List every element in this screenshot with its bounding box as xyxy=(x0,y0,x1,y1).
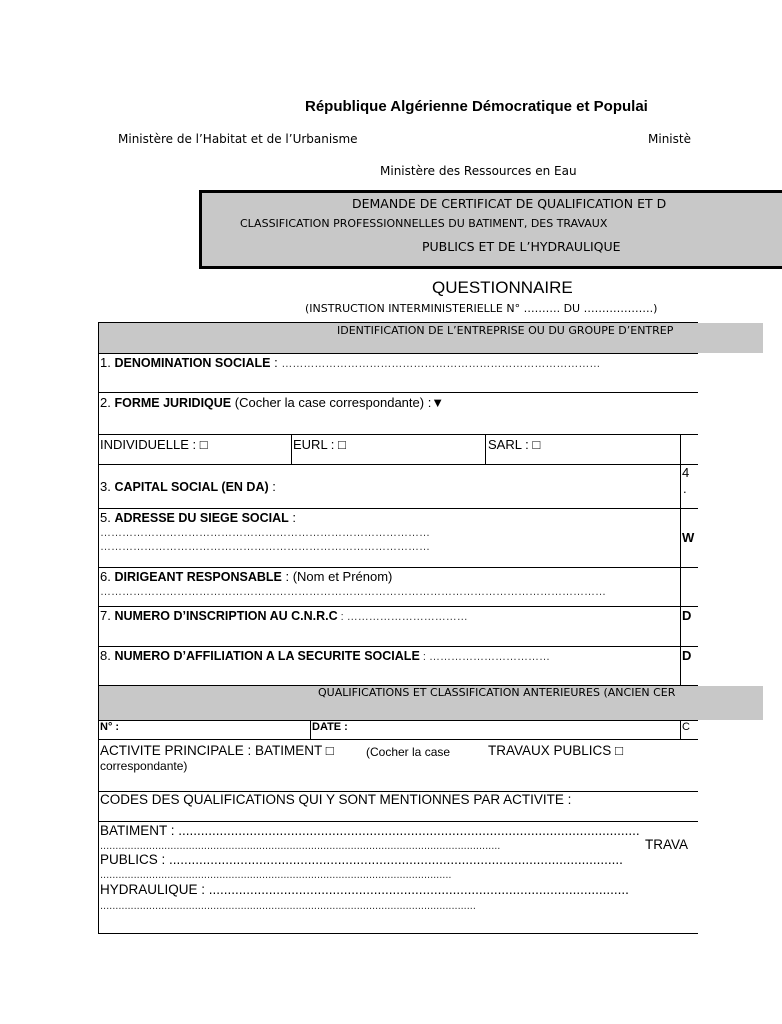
questionnaire-title: QUESTIONNAIRE xyxy=(432,278,573,297)
checkbox-individuelle[interactable]: INDIVIDUELLE : □ xyxy=(100,437,208,452)
checkbox-sarl[interactable]: SARL : □ xyxy=(488,437,541,452)
date-label: DATE : xyxy=(312,721,348,733)
hydraulique-dots: ........................................................................................................................... xyxy=(100,900,476,912)
adresse-siege-label: 5. ADRESSE DU SIEGE SOCIAL : xyxy=(100,510,297,525)
publics-dots: ................................................................................................................... xyxy=(100,869,452,881)
q4-partial-dots: . xyxy=(683,481,687,496)
forme-juridique-label: 2. FORME JURIDIQUE (Cocher la case correspondante) :▼ xyxy=(100,395,445,410)
dirigeant-dots: ………………………………………………………………………………………………………………………… xyxy=(100,586,606,598)
activite-principale-batiment[interactable]: ACTIVITE PRINCIPALE : BATIMENT □ xyxy=(100,743,334,758)
q4-partial: 4 xyxy=(682,465,690,480)
travaux-partial: TRAVA xyxy=(645,837,689,852)
ministry-water: Ministère des Ressources en Eau xyxy=(380,164,577,178)
codes-qualifications-label: CODES DES QUALIFICATIONS QUI Y SONT MENTIONNES PAR ACTIVITE : xyxy=(100,792,572,807)
dirigeant-label: 6. DIRIGEANT RESPONSABLE : (Nom et Prénom) xyxy=(100,569,393,584)
section2-title: QUALIFICATIONS ET CLASSIFICATION ANTERIEURES (ANCIEN CER xyxy=(318,686,676,699)
title-line-2: CLASSIFICATION PROFESSIONNELLES DU BATIMENT, DES TRAVAUX xyxy=(240,217,608,230)
row-right-partial: C xyxy=(682,721,690,733)
cnrc-label: 7. NUMERO D’INSCRIPTION AU C.N.R.C : …………………………… xyxy=(100,608,468,623)
capital-social-label: 3. CAPITAL SOCIAL (EN DA) : xyxy=(100,479,276,494)
ministry-right-partial: Ministè xyxy=(648,132,691,146)
checkbox-eurl[interactable]: EURL : □ xyxy=(293,437,346,452)
adresse-dots-2: ……………………………………………………………………………… xyxy=(100,541,430,553)
q5-right-partial: W xyxy=(682,530,695,545)
hydraulique-codes: HYDRAULIQUE : ................................................................................................................ xyxy=(100,882,629,897)
numero-label: N° : xyxy=(100,721,120,733)
securite-sociale-label: 8. NUMERO D’AFFILIATION A LA SECURITE SOCIALE : …………………………… xyxy=(100,648,550,663)
travaux-publics-checkbox[interactable]: TRAVAUX PUBLICS □ xyxy=(488,743,624,758)
publics-codes: PUBLICS : ......................................................................................................................... xyxy=(100,852,623,867)
batiment-dots: ................................................................................................................................... xyxy=(100,840,501,852)
denomination-sociale-label: 1. DENOMINATION SOCIALE : …………………………………………………………………………… xyxy=(100,355,601,370)
title-line-3: PUBLICS ET DE L’HYDRAULIQUE xyxy=(422,239,621,254)
instruction-reference: (INSTRUCTION INTERMINISTERIELLE N° ………. DU ……………….) xyxy=(305,302,658,315)
batiment-codes: BATIMENT : ........................................................................................................................... xyxy=(100,823,640,838)
q8-right-partial: D xyxy=(682,648,692,663)
section1-title: IDENTIFICATION DE L’ENTREPRISE OU DU GROUPE D’ENTREP xyxy=(337,324,674,337)
ministry-habitat: Ministère de l’Habitat et de l’Urbanisme xyxy=(118,132,358,146)
title-line-1: DEMANDE DE CERTIFICAT DE QUALIFICATION ET D xyxy=(352,196,667,211)
adresse-dots-1: ……………………………………………………………………………… xyxy=(100,527,430,539)
cocher-note: (Cocher la case xyxy=(366,745,451,759)
correspondante-note: correspondante) xyxy=(100,759,188,773)
q7-right-partial: D xyxy=(682,608,692,623)
republic-title: République Algérienne Démocratique et Populai xyxy=(305,98,648,115)
